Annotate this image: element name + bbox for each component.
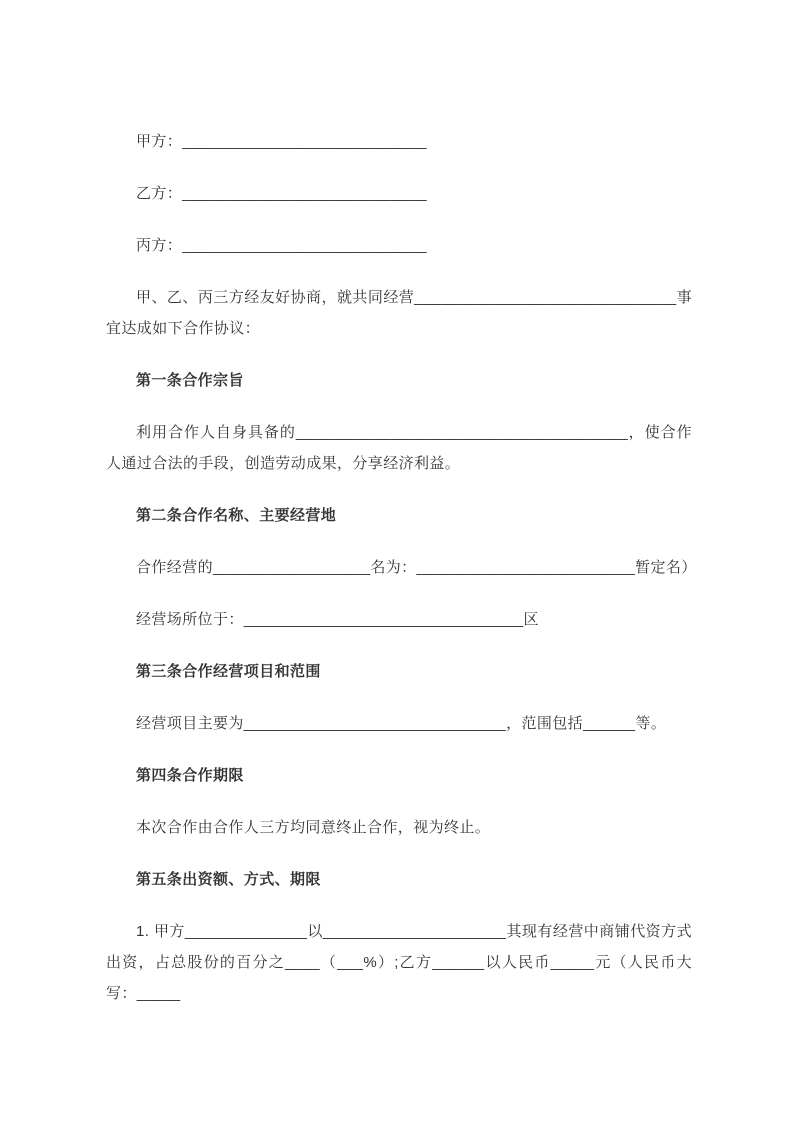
heading-article-3: 第三条合作经营项目和范围 xyxy=(136,663,321,680)
party-a-blank-line: 甲方：____________________________ xyxy=(136,133,427,150)
party-c-blank-line: 丙方：____________________________ xyxy=(136,237,427,254)
article-1-paragraph: 利用合作人自身具备的______________________________________，使合作人通过合法的手段，创造劳动成果，分享经济利益。 xyxy=(106,424,692,472)
heading-article-5: 第五条出资额、方式、期限 xyxy=(136,871,321,888)
article-2-location-line: 经营场所位于：________________________________区 xyxy=(136,611,539,628)
preamble-paragraph: 甲、乙、丙三方经友好协商，就共同经营______________________________事宜达成如下合作协议： xyxy=(106,289,692,337)
party-b-blank-line: 乙方：____________________________ xyxy=(136,185,427,202)
article-2-name-line: 合作经营的__________________名为：_________________________暂定名） xyxy=(136,559,697,576)
heading-article-1: 第一条合作宗旨 xyxy=(136,372,244,389)
heading-article-4: 第四条合作期限 xyxy=(136,767,244,784)
article-5-paragraph: 1. 甲方______________以_____________________其现有经营中商铺代资方式出资，占总股份的百分之____（___%）;乙方______以人民币_____元（人民币大写：_____ xyxy=(106,923,692,1002)
heading-article-2: 第二条合作名称、主要经营地 xyxy=(136,507,337,524)
article-3-paragraph: 经营项目主要为______________________________，范围包括______等。 xyxy=(136,715,667,732)
article-4-paragraph: 本次合作由合作人三方均同意终止合作，视为终止。 xyxy=(136,819,491,836)
